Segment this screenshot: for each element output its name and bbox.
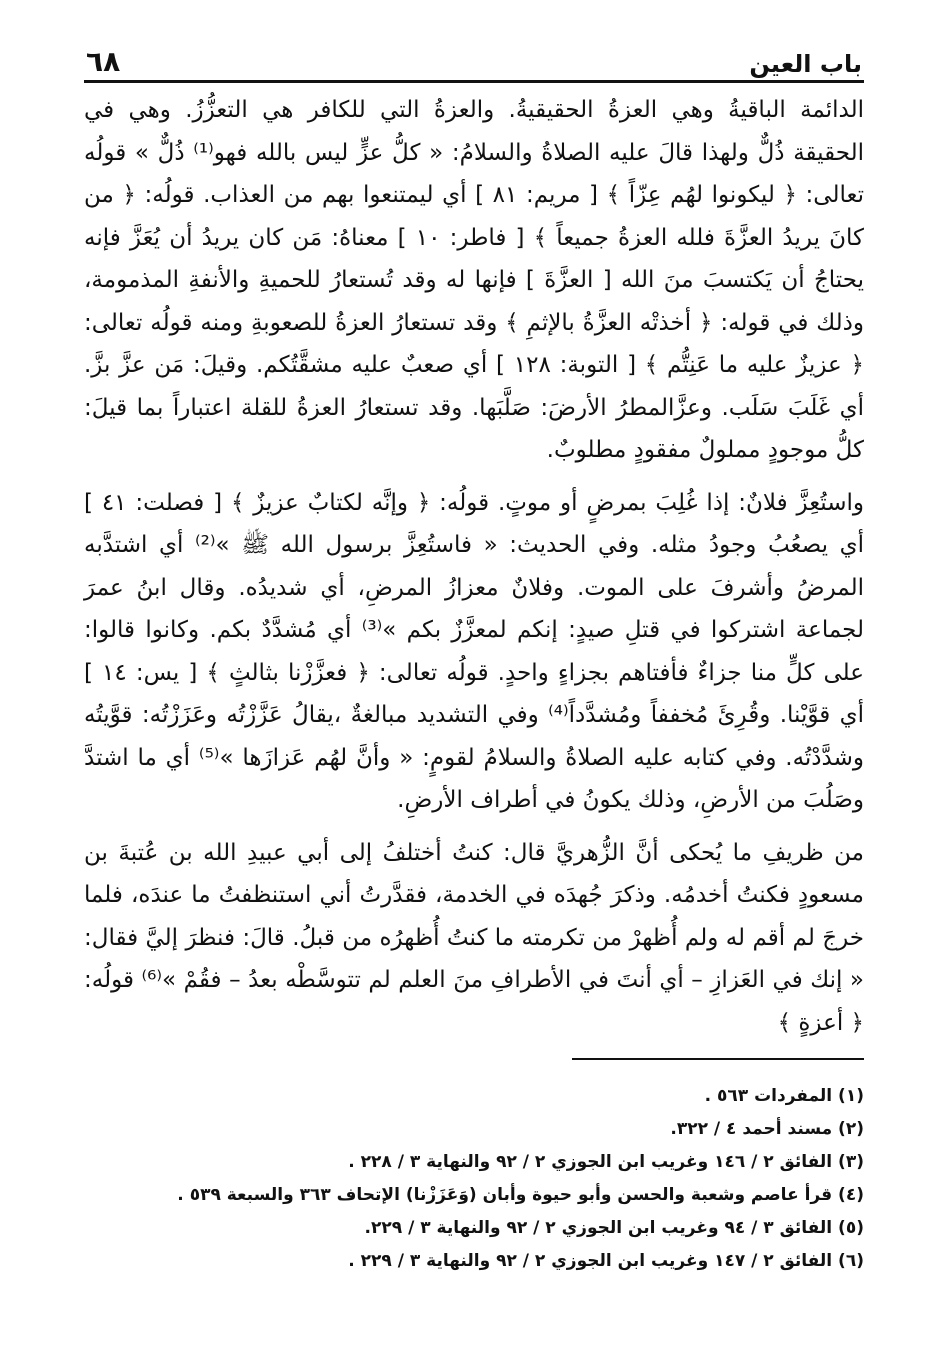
paragraph: الدائمة الباقيةُ وهي العزةُ الحقيقيةُ. والعزةُ التي للكافر هي التعزُّزُ. وهي في الحقيقة ذُلٌّ ولهذا قالَ عليه الصلاةُ والسلامُ: « كلُّ عزٍّ ليس بالله فهو⁽¹⁾ ذُلٌّ » قولُه تعالى: ﴿ ليكونوا لهُم عِزّاً ﴾ [ مريم: ٨١ ] أي ليمتنعوا بهم من العذاب. قولُه: ﴿ من كانَ يريدُ العزَّةَ فلله العزةُ جميعاً ﴾ [ فاطر: ١٠ ] معناهُ: مَن كان يريدُ أن يُعَزَّ فإنه يحتاجُ أن يَكتسبَ منَ الله [ العزَّةَ ] فإنها له وقد تُستعارُ للحميةِ والأنفةِ المذمومة، وذلك في قوله: ﴿ أخذتْه العزَّةُ بالإثمِ ﴾ وقد تستعارُ العزةُ للصعوبةِ ومنه قولُه تعالى: ﴿ عزيزٌ عليه ما عَنِتُّم ﴾ [ التوبة: ١٢٨ ] أي صعبٌ عليه مشقَّتُكم. وقيلَ: مَن عزَّ بزَّ. أي غَلَبَ سَلَب. وعزَّالمطرُ الأرضَ: صَلَّبَها. وقد تستعارُ العزةُ للقلة اعتباراً بما قيلَ: كلُّ موجودٍ مملولٌ مفقودٍ مطلوبٌ. [84, 97, 864, 463]
paragraph: من ظريفِ ما يُحكى أنَّ الزُّهريَّ قال: كنتُ أختلفُ إلى أبي عبيدِ الله بن عُتبةَ بن مسعودٍ فكنتُ أخدمُه. وذكرَ جُهدَه في الخدمة، فقدَّرتُ أني استنظفتُ ما عندَه، فلما خرجَ لم أقم له ولم أُظهرْ من تكرمته ما كنتُ أُظهرُه من قبلُ. قالَ: فنظرَ إليَّ فقال: « إنك في العَزازِ – أي أنتَ في الأطرافِ منَ العلم لم تتوسَّطْه بعدُ – فقُمْ »⁽⁶⁾ قولُه: ﴿ أعزةٍ ﴾ [84, 839, 864, 1036]
footnote: (١) المفردات ٥٦٣ . [704, 1086, 864, 1106]
chapter-title: باب العين [749, 50, 862, 78]
footnote: (٥) الفائق ٣ / ٩٤ وغريب ابن الجوزي ٢ / ٩٢ والنهاية ٣ / ٢٢٩. [364, 1218, 864, 1238]
footnote: (٦) الفائق ٢ / ١٤٧ وغريب ابن الجوزي ٢ / ٩٢ والنهاية ٣ / ٢٢٩ . [348, 1251, 864, 1271]
footnotes [84, 1080, 864, 1278]
footnote: (٣) الفائق ٢ / ١٤٦ وغريب ابن الجوزي ٢ / ٩٢ والنهاية ٣ / ٢٢٨ . [348, 1152, 864, 1172]
footnote: (٢) مسند أحمد ٤ / ٣٢٢. [670, 1119, 864, 1139]
footnote-separator [572, 1058, 864, 1060]
running-header [84, 34, 864, 83]
page-number: ٦٨ [86, 45, 121, 78]
footnote: (٤) قرأ عاصم وشعبة والحسن وأبو حيوة وأبان (وَعَزَزْنا) الإتحاف ٣٦٣ والسبعة ٥٣٩ . [177, 1185, 864, 1205]
paragraph: واستُعِزَّ فلانٌ: إذا غُلِبَ بمرضٍ أو موتٍ. قولُه: ﴿ وإنَّه لكتابٌ عزيزٌ ﴾ [ فصلت: ٤١ ] أي يصعُبُ وجودُ مثله. وفي الحديث: « فاستُعِزَّ برسول الله ﷺ »⁽²⁾ أي اشتدَّبه المرضُ وأشرفَ على الموت. وفلانٌ معزازُ المرضِ، أي شديدُه. وقال ابنُ عمرَ لجماعة اشتركوا في قتلِ صيدٍ: إنكم لمعزَّزٌ بكم »⁽³⁾ أي مُشدَّدٌ بكم. وكانوا قالوا: على كلٍّ منا جزاءٌ فأفتاهم بجزاءٍ واحدٍ. قولُه تعالى: ﴿ فعزَّزْنا بثالثٍ ﴾ [ يس: ١٤ ] أي قوَّيْنا. وقُرِئَ مُخففاً ومُشدَّداً⁽⁴⁾ وفي التشديد مبالغةٌ ،يقالُ عَزَّزْتُه وعَزَزْتُه: قوَّيتُه وشدَّدْتُه. وفي كتابه عليه الصلاةُ والسلامُ لقومٍ: « وأنَّ لهُم عَزازَها »⁽⁵⁾ أي ما اشتدَّ وصَلُبَ من الأرضِ، وذلك يكونُ في أطراف الأرضِ. [84, 489, 865, 813]
main-text [84, 89, 864, 1044]
